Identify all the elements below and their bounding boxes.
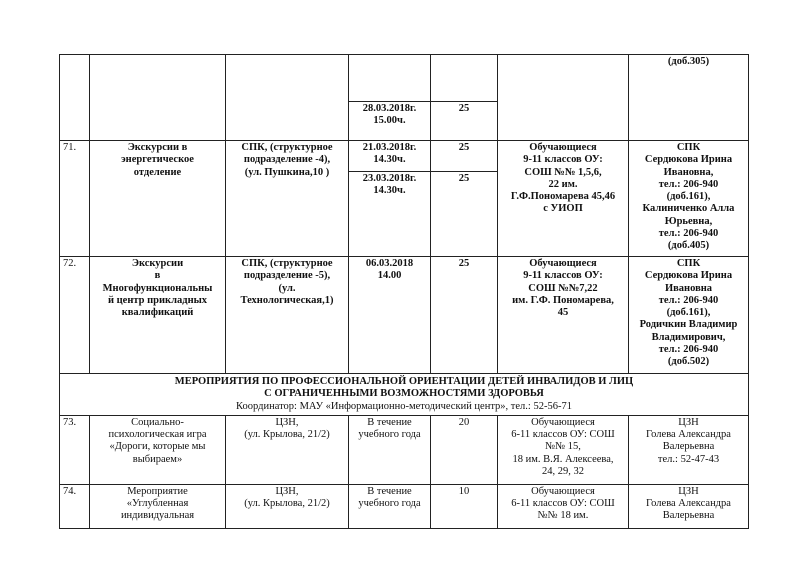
text-line: Обучающиеся: [529, 142, 597, 153]
text-line: Экскурсии: [131, 258, 184, 269]
text-line: (ул. Пушкина,10 ): [244, 166, 330, 178]
text-line: Социально-: [131, 416, 184, 428]
text-line: Ивановна,: [663, 166, 714, 178]
text-line: подразделение -5),: [243, 270, 331, 282]
cell-num: [60, 55, 90, 141]
text-line: СПК, (структурное: [241, 258, 333, 269]
text-line: тел.: 206-940: [658, 294, 719, 306]
text-line: Родичкин Владимир: [639, 319, 738, 331]
text-line: 14.00: [377, 270, 402, 282]
text-line: 14.30ч.: [373, 185, 406, 197]
table-row-72: [60, 257, 749, 374]
text-line: Обучающиеся: [531, 485, 595, 497]
text-line: Сердюкова Ирина: [644, 270, 733, 282]
text-line: СПК, (структурное: [241, 142, 333, 153]
text-line: Валерьевна: [662, 510, 715, 522]
text-line: Сердюкова Ирина: [644, 154, 733, 166]
cell-date: [349, 415, 431, 484]
text-line: психологическая игра: [108, 429, 207, 441]
cell-participants: [498, 484, 629, 528]
cell-num: 73.: [60, 415, 90, 484]
cell-contact: [629, 257, 749, 374]
text-line: Обучающиеся: [531, 416, 595, 428]
text-line: тел.: 206-940: [658, 228, 719, 240]
cell-name: [90, 415, 226, 484]
text-line: (доб.405): [667, 240, 710, 252]
text-line: ЦЗН: [678, 416, 699, 428]
cell-place: [226, 415, 349, 484]
text-line: в: [154, 270, 161, 282]
text-line: выбираем»: [132, 453, 183, 465]
section-coordinator: Координатор: МАУ «Информационно-методический центр», тел.: 52-56-71: [236, 400, 572, 412]
text-line: 14.30ч.: [373, 154, 406, 166]
text-line: 22 им.: [548, 178, 578, 190]
text-line: ЦЗН,: [275, 485, 299, 497]
text-line: 6-11 классов ОУ: СОШ: [511, 429, 615, 441]
text-line: 15.00ч.: [373, 115, 406, 127]
cell-count: [431, 55, 498, 102]
cell-participants: [498, 55, 629, 141]
text-line: 9-11 классов ОУ:: [523, 270, 603, 282]
text-line: учебного года: [358, 498, 421, 510]
text-line: отделение: [133, 166, 182, 178]
cell-participants: [498, 415, 629, 484]
text-line: 45: [557, 307, 569, 319]
section-title: [60, 376, 748, 401]
text-line: учебного года: [358, 429, 421, 441]
cell-count: 25: [431, 172, 498, 257]
text-line: й центр прикладных: [107, 294, 208, 306]
table-row-73: [60, 415, 749, 484]
text-line: Ивановна: [664, 282, 713, 294]
text-line: Мероприятие: [127, 485, 188, 497]
text-line: 21.03.2018г.: [362, 142, 417, 153]
text-line: энергетическое: [121, 154, 194, 166]
cell-participants: [498, 141, 629, 257]
cell-participants: [498, 257, 629, 374]
cell-name: [90, 257, 226, 374]
section-header: [60, 374, 749, 416]
text-line: СПК: [676, 258, 701, 269]
cell-place: [226, 257, 349, 374]
text-line: тел.: 206-940: [658, 178, 719, 190]
table-row-74: [60, 484, 749, 528]
text-line: В течение: [367, 485, 412, 497]
text-line: В течение: [367, 416, 412, 428]
text-line: Многофункциональны: [102, 282, 213, 294]
cell-num: 72.: [60, 257, 90, 374]
cell-date: [349, 141, 431, 172]
cell-name: [90, 141, 226, 257]
cell-contact: [629, 141, 749, 257]
text-line: (ул. Крылова, 21/2): [244, 429, 330, 441]
text-line: 9-11 классов ОУ:: [523, 154, 603, 166]
text-line: 6-11 классов ОУ: СОШ: [511, 498, 615, 510]
text-line: Г.Ф.Пономарева 45,46: [510, 191, 616, 203]
text-line: «Углубленная: [126, 498, 189, 510]
cell-date: [349, 484, 431, 528]
text-line: Калиниченко Алла: [642, 203, 735, 215]
table-row-continued: [60, 55, 749, 102]
cell-date: [349, 55, 431, 102]
cell-count: 25: [431, 141, 498, 172]
cell-contact: [629, 415, 749, 484]
cell-count: 20: [431, 415, 498, 484]
cell-place: [226, 484, 349, 528]
text-line: тел.: 52-47-43: [657, 453, 720, 465]
text-line: Валерьевна: [662, 441, 715, 453]
text-line: (ул. Крылова, 21/2): [244, 498, 330, 510]
text-line: Владимирович,: [651, 331, 726, 343]
section-header-row: [60, 374, 749, 416]
text-line: (доб.305): [667, 56, 710, 67]
cell-count: 25: [431, 102, 498, 141]
cell-num: 71.: [60, 141, 90, 257]
text-line: (доб.161),: [666, 307, 711, 319]
text-line: №№ 15,: [545, 441, 581, 453]
text-line: (доб.502): [667, 356, 710, 368]
cell-date: [349, 257, 431, 374]
text-line: ЦЗН: [678, 485, 699, 497]
text-line: квалификаций: [121, 307, 194, 319]
text-line: 06.03.2018: [365, 258, 414, 269]
events-table: [59, 54, 749, 529]
text-line: СОШ №№ 1,5,6,: [524, 166, 602, 178]
text-line: Голева Александра: [646, 429, 731, 441]
cell-contact: [629, 484, 749, 528]
cell-count: 10: [431, 484, 498, 528]
cell-count: 25: [431, 257, 498, 374]
cell-place: [226, 55, 349, 141]
cell-place: [226, 141, 349, 257]
text-line: подразделение -4),: [243, 154, 331, 166]
cell-contact: [629, 55, 749, 141]
cell-date: [349, 102, 431, 141]
text-line: Юрьевна,: [664, 215, 713, 227]
text-line: №№ 18 им.: [537, 510, 589, 522]
text-line: 18 им. В.Я. Алексеева,: [512, 453, 614, 465]
cell-num: 74.: [60, 484, 90, 528]
text-line: тел.: 206-940: [658, 344, 719, 356]
text-line: С ОГРАНИЧЕННЫМИ ВОЗМОЖНОСТЯМИ ЗДОРОВЬЯ: [264, 388, 544, 400]
cell-date: [349, 172, 431, 257]
text-line: 28.03.2018г.: [362, 103, 417, 114]
text-line: ЦЗН,: [275, 416, 299, 428]
text-line: 23.03.2018г.: [362, 173, 417, 184]
text-line: индивидуальная: [120, 510, 195, 522]
text-line: (ул.: [278, 282, 296, 294]
cell-name: [90, 484, 226, 528]
text-line: 24, 29, 32: [542, 466, 584, 478]
text-line: Экскурсии в: [127, 142, 188, 153]
text-line: «Дороги, которые мы: [109, 441, 206, 453]
text-line: с УИОП: [543, 203, 583, 215]
text-line: СПК: [676, 142, 701, 153]
text-line: им. Г.Ф. Пономарева,: [512, 294, 614, 306]
text-line: МЕРОПРИЯТИЯ ПО ПРОФЕССИОНАЛЬНОЙ ОРИЕНТАЦИИ ДЕТЕЙ ИНВАЛИДОВ И ЛИЦ: [174, 376, 634, 387]
cell-name: [90, 55, 226, 141]
text-line: Голева Александра: [646, 498, 731, 510]
text-line: Технологическая,1): [240, 294, 334, 306]
text-line: (доб.161),: [666, 191, 711, 203]
text-line: СОШ №№7,22: [528, 282, 598, 294]
table-row-71: [60, 141, 749, 172]
text-line: Обучающиеся: [529, 258, 597, 269]
